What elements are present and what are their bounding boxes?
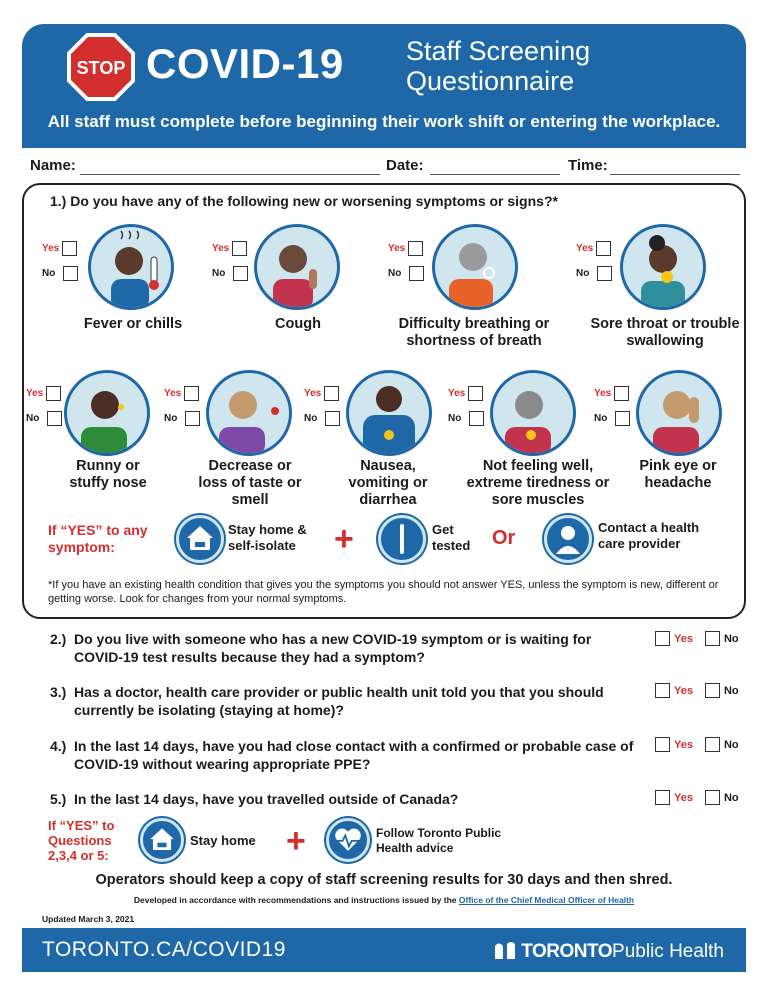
test-swab-icon xyxy=(378,515,426,563)
fever-yes-checkbox[interactable] xyxy=(62,241,77,256)
stop-sign-icon xyxy=(66,32,136,102)
tiredness-illustration xyxy=(490,370,576,456)
doctor-icon xyxy=(544,515,592,563)
stay-home-text: Stay home xyxy=(190,833,256,848)
developed-note: Developed in accordance with recommendations and instructions issued by the Office of the Chief Medical Officer of Health xyxy=(133,895,635,905)
date-label: Date: xyxy=(386,157,424,174)
plus-icon-2: + xyxy=(286,822,306,860)
nose-person-icon xyxy=(67,373,147,453)
identity-fields xyxy=(30,157,746,181)
q4-yes-checkbox[interactable] xyxy=(655,737,670,752)
q5-no-checkbox[interactable] xyxy=(705,790,720,805)
name-field[interactable] xyxy=(80,174,380,175)
cough-no-checkbox[interactable] xyxy=(233,266,248,281)
toronto-public-health-logo: TORONTOPublic Health xyxy=(494,940,724,963)
throat-yes-checkbox[interactable] xyxy=(596,241,611,256)
symptom-label-breathing: Difficulty breathing or shortness of breath xyxy=(398,316,550,349)
name-label: Name: xyxy=(30,157,76,174)
breathing-illustration xyxy=(432,224,518,310)
date-field[interactable] xyxy=(430,174,560,175)
nose-no-checkbox[interactable] xyxy=(47,411,62,426)
question-1: 1.) Do you have any of the following new or worsening symptoms or signs?* xyxy=(50,193,558,209)
symptom-label-nose: Runny or stuffy nose xyxy=(69,458,147,491)
question-3-answers: Yes No xyxy=(655,683,739,698)
get-tested-text: Get tested xyxy=(432,522,471,553)
page-subtitle: Staff Screening Questionnaire xyxy=(406,36,591,96)
cough-illustration xyxy=(254,224,340,310)
breathing-person-icon xyxy=(435,227,515,307)
operators-note: Operators should keep a copy of staff screening results for 30 days and then shred. xyxy=(95,872,673,888)
tiredness-yes-checkbox[interactable] xyxy=(468,386,483,401)
question-2: 2.) Do you live with someone who has a new COVID-19 symptom or is waiting for COVID-19 test results because they had a symptom? xyxy=(50,631,592,665)
symptom-label-pinkeye: Pink eye or headache xyxy=(639,458,717,491)
nose-illustration xyxy=(64,370,150,456)
throat-illustration xyxy=(620,224,706,310)
contact-provider-text: Contact a health care provider xyxy=(598,520,700,551)
tiredness-person-icon xyxy=(493,373,573,453)
house-icon xyxy=(176,515,224,563)
symptom-label-nausea: Nausea, vomiting or diarrhea xyxy=(348,458,428,508)
q5-yes-checkbox[interactable] xyxy=(655,790,670,805)
symptom-label-tiredness: Not feeling well, extreme tiredness or sore muscles xyxy=(466,458,610,508)
nausea-illustration xyxy=(346,370,432,456)
instruction-text: All staff must complete before beginning their work shift or entering the workplace. xyxy=(47,112,721,131)
pinkeye-illustration xyxy=(636,370,722,456)
time-label: Time: xyxy=(568,157,608,174)
no-label: No xyxy=(42,268,56,280)
fever-no-checkbox[interactable] xyxy=(63,266,78,281)
footer-banner xyxy=(22,928,746,972)
plus-icon: + xyxy=(334,520,354,558)
pinkeye-yes-checkbox[interactable] xyxy=(614,386,629,401)
time-field[interactable] xyxy=(610,174,740,175)
city-hall-icon xyxy=(494,940,516,960)
tiredness-no-checkbox[interactable] xyxy=(469,411,484,426)
heartbeat-icon xyxy=(326,818,370,862)
q2-yes-checkbox[interactable] xyxy=(655,631,670,646)
if-yes-questions-label: If “YES” to Questions 2,3,4 or 5: xyxy=(48,818,115,863)
q3-yes-checkbox[interactable] xyxy=(655,683,670,698)
throat-person-icon xyxy=(623,227,703,307)
question-2-answers: Yes No xyxy=(655,631,739,646)
header-banner xyxy=(22,24,746,148)
updated-date: Updated March 3, 2021 xyxy=(42,914,135,924)
stop-sign-text: STOP xyxy=(76,58,126,78)
nose-yes-checkbox[interactable] xyxy=(46,386,61,401)
q2-no-checkbox[interactable] xyxy=(705,631,720,646)
yes-label: Yes xyxy=(42,243,60,255)
symptom-label-throat: Sore throat or trouble swallowing xyxy=(590,316,740,349)
footnote: *If you have an existing health condition that gives you the symptoms you should not answer YES, unless the symptom is new, different or getting worse. Look for changes from your normal symptoms. xyxy=(48,579,719,605)
fever-yes xyxy=(42,241,77,256)
q3-no-checkbox[interactable] xyxy=(705,683,720,698)
question-4: 4.) In the last 14 days, have you had close contact with a confirmed or probable case of COVID-19 without wearing appropriate PPE? xyxy=(50,738,634,772)
breathing-no-checkbox[interactable] xyxy=(409,266,424,281)
question-3: 3.) Has a doctor, health care provider or public health unit told you that you should currently be isolating (staying at home)? xyxy=(50,684,604,718)
fever-illustration xyxy=(88,224,174,310)
nausea-yes-checkbox[interactable] xyxy=(324,386,339,401)
house-icon-2 xyxy=(140,818,184,862)
cough-yes-checkbox[interactable] xyxy=(232,241,247,256)
taste-no-checkbox[interactable] xyxy=(185,411,200,426)
pinkeye-person-icon xyxy=(639,373,719,453)
symptom-label-cough: Cough xyxy=(275,316,321,332)
breathing-yes-checkbox[interactable] xyxy=(408,241,423,256)
q4-no-checkbox[interactable] xyxy=(705,737,720,752)
taste-person-icon xyxy=(209,373,289,453)
cmoh-link[interactable]: Office of the Chief Medical Officer of Health xyxy=(458,895,635,905)
follow-advice-text: Follow Toronto Public Health advice xyxy=(376,826,502,855)
footer-url[interactable]: TORONTO.CA/COVID19 xyxy=(42,938,286,961)
question-5-answers: Yes No xyxy=(655,790,739,805)
cough-person-icon xyxy=(257,227,337,307)
if-yes-symptom-label: If “YES” to any symptom: xyxy=(48,522,148,555)
question-4-answers: Yes No xyxy=(655,737,739,752)
fever-no xyxy=(42,266,78,281)
taste-illustration xyxy=(206,370,292,456)
taste-yes-checkbox[interactable] xyxy=(184,386,199,401)
symptom-label-taste: Decrease or loss of taste or smell xyxy=(198,458,302,508)
nausea-person-icon xyxy=(349,373,429,453)
page-title: COVID-19 xyxy=(146,40,344,87)
or-text: Or xyxy=(492,527,516,549)
stay-home-isolate-text: Stay home & self-isolate xyxy=(228,522,307,553)
fever-person-icon xyxy=(91,227,171,307)
nausea-no-checkbox[interactable] xyxy=(325,411,340,426)
symptom-label-fever: Fever or chills xyxy=(83,316,183,332)
throat-no-checkbox[interactable] xyxy=(597,266,612,281)
question-5: 5.) In the last 14 days, have you travelled outside of Canada? xyxy=(50,791,459,807)
pinkeye-no-checkbox[interactable] xyxy=(615,411,630,426)
